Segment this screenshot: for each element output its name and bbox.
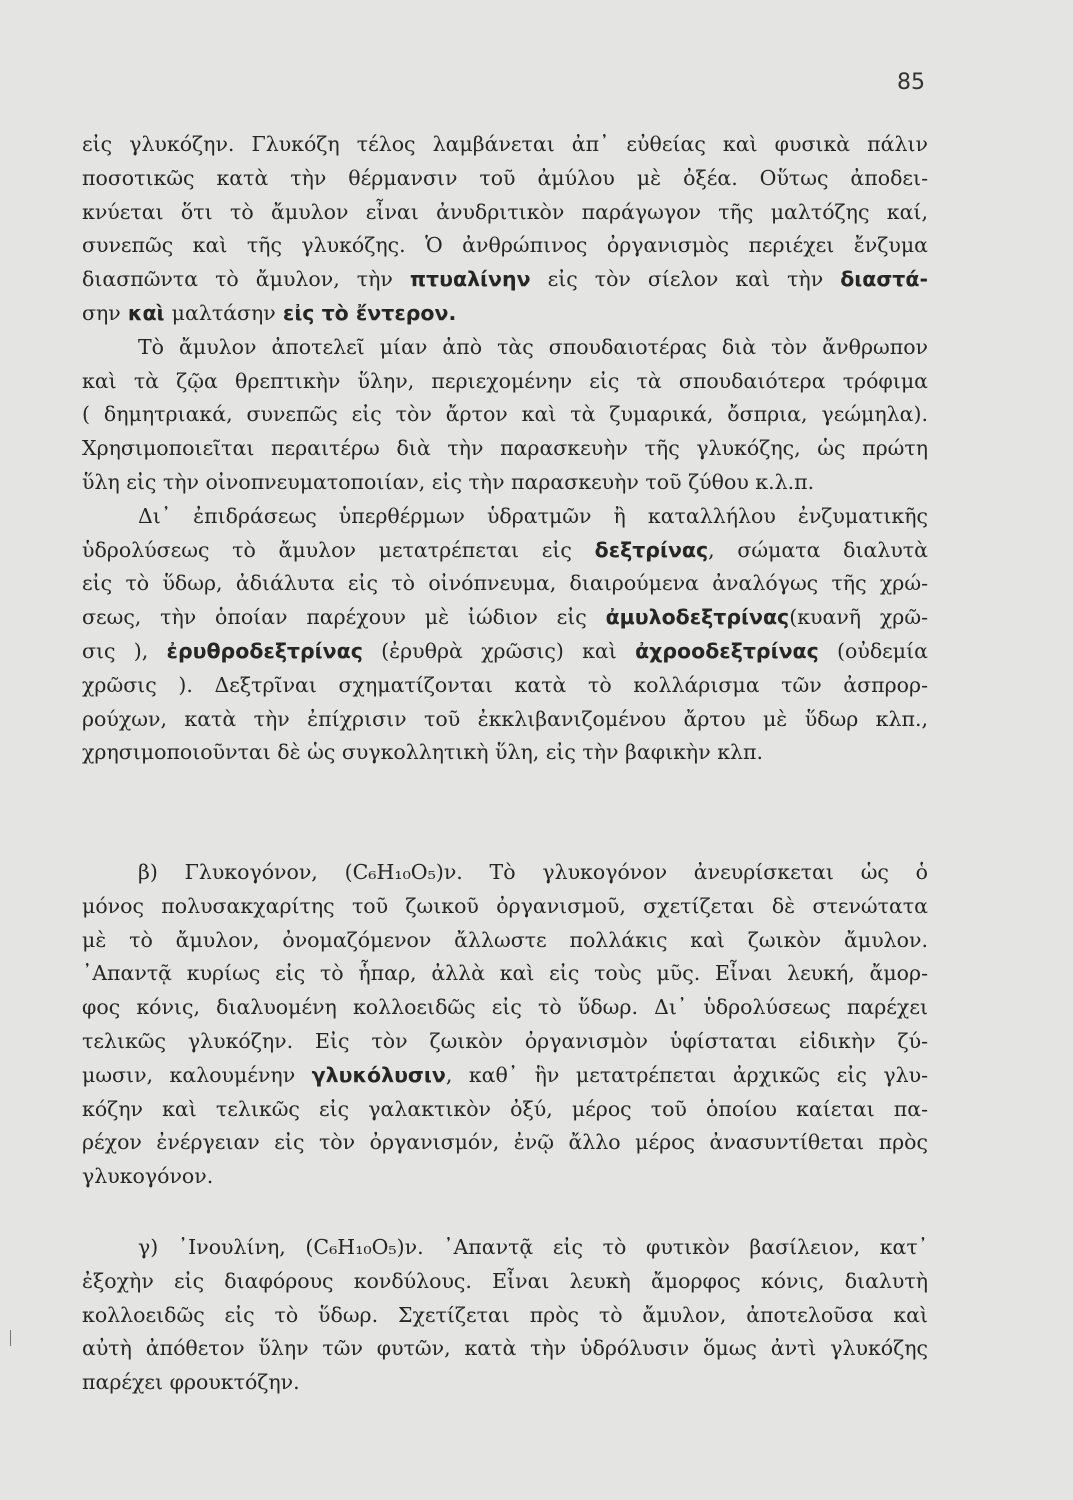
text-segment: διασπῶντα τὸ ἄμυλον, τὴν <box>82 267 410 292</box>
text-segment: κνύεται ὅτι τὸ ἄμυλον εἶναι ἀνυδριτικὸν παράγωγον τῆς μαλτόζης καί, <box>82 199 928 224</box>
text-line <box>82 432 928 466</box>
text-segment: γ) ᾿Ινουλίνη, (C₆H₁₀O₅)ν. ᾿Απαντᾷ εἰς τὸ φυτικὸν βασίλειον, κατ᾿ <box>138 1235 928 1259</box>
text-line <box>82 1093 928 1127</box>
bold-term: ἐρυθροδεξτρίνας <box>166 638 363 663</box>
text-line <box>82 1126 928 1160</box>
text-line <box>82 1059 928 1093</box>
text-line <box>82 635 928 669</box>
text-line <box>82 703 928 737</box>
text-line <box>82 466 928 500</box>
text-segment: β) Γλυκογόνον, (C₆H₁₀O₅)ν. Τὸ γλυκογόνον ἀνευρίσκεται ὡς ὁ <box>138 860 928 884</box>
text-segment: γλυκογόνον. <box>82 1164 214 1189</box>
text-segment: ὕλη εἰς τὴν οἰνοπνευματοποιίαν, εἰς τὴν παρασκευὴν τοῦ ζύθου κ.λ.π. <box>82 469 815 494</box>
text-segment: εἰς γλυκόζην. Γλυκόζη τέλος λαμβάνεται ἀπ᾿ εὐθείας καὶ φυσικὰ πάλιν <box>82 132 928 156</box>
bold-term: καὶ <box>120 300 172 325</box>
text-line <box>82 162 928 196</box>
text-line <box>82 991 928 1025</box>
text-segment: σεως, τὴν ὁποίαν παρέχουν μὲ ἰώδιον εἰς <box>82 605 606 630</box>
text-segment: Χρησιμοποιεῖται περαιτέρω διὰ τὴν παρασκευὴν τῆς γλυκόζης, ὡς πρώτη <box>82 436 928 461</box>
text-line <box>82 1160 928 1194</box>
text-segment: σην <box>82 300 121 325</box>
bold-term: ἀχροοδεξτρίνας <box>635 638 819 663</box>
text-line <box>82 567 928 601</box>
text-segment: μὲ τὸ ἄμυλον, ὀνομαζόμενον ἄλλωστε πολλάκις καὶ ζωικὸν ἄμυλον. <box>82 927 928 952</box>
paragraph-inulin <box>82 1231 928 1400</box>
paragraph-starch <box>82 128 928 770</box>
text-segment: (οὐδεμία <box>818 638 928 663</box>
text-line <box>82 534 928 568</box>
text-segment: , σώματα διαλυτὰ <box>708 537 928 562</box>
bold-term: γλυκόλυσιν <box>311 1062 446 1087</box>
text-segment: χρῶσις ). Δεξτρῖναι σχηματίζονται κατὰ τὸ κολλάρισμα τῶν ἀσπρορ- <box>82 672 928 697</box>
text-line <box>82 736 928 770</box>
margin-mark <box>10 1330 19 1346</box>
text-line <box>82 229 928 263</box>
text-segment: (κυανῆ χρῶ- <box>789 605 928 630</box>
text-line <box>82 1265 928 1299</box>
text-segment: ποσοτικῶς κατὰ τὴν θέρμανσιν τοῦ ἀμύλου μὲ ὀξέα. Οὕτως ἀποδει- <box>82 165 928 190</box>
text-segment: , καθ᾿ ἣν μετατρέπεται ἀρχικῶς εἰς γλυ- <box>445 1062 928 1087</box>
text-segment: καὶ τὰ ζῷα θρεπτικὴν ὕλην, περιεχομένην εἰς τὰ σπουδαιότερα τρόφιμα <box>82 368 928 393</box>
text-segment: εἰς τὸν σίελον καὶ τὴν <box>530 267 841 292</box>
text-line <box>82 669 928 703</box>
text-segment: Τὸ ἄμυλον ἀποτελεῖ μίαν ἀπὸ τὰς σπουδαιοτέρας διὰ τὸν ἄνθρωπον <box>138 334 928 359</box>
text-line <box>82 856 928 890</box>
text-line <box>82 601 928 635</box>
text-segment: φος κόνις, διαλυομένη κολλοειδῶς εἰς τὸ ὕδωρ. Δι᾿ ὑδρολύσεως παρέχει <box>82 995 928 1020</box>
paragraph-glycogen <box>82 856 928 1194</box>
text-segment: τελικῶς γλυκόζην. Εἰς τὸν ζωικὸν ὀργανισμὸν ὑφίσταται εἰδικὴν ζύ- <box>82 1028 928 1053</box>
text-segment: (ἐρυθρὰ χρῶσις) καὶ <box>362 638 636 663</box>
text-line <box>82 297 928 331</box>
text-line <box>82 196 928 230</box>
text-segment: κόζην καὶ τελικῶς εἰς γαλακτικὸν ὀξύ, μέρος τοῦ ὁποίου καίεται πα- <box>82 1096 928 1121</box>
text-line <box>82 957 928 991</box>
text-line <box>82 1366 928 1400</box>
text-line <box>82 331 928 365</box>
text-segment: σις ), <box>82 638 167 663</box>
text-segment: μαλτάσην <box>171 300 276 325</box>
text-segment: ᾿Απαντᾷ κυρίως εἰς τὸ ἧπαρ, ἀλλὰ καὶ εἰς τοὺς μῦς. Εἶναι λευκή, ἄμορ- <box>82 961 928 986</box>
text-line <box>82 1299 928 1333</box>
text-line <box>82 1025 928 1059</box>
text-segment: ( δημητριακά, συνεπῶς εἰς τὸν ἄρτον καὶ τὰ ζυμαρικά, ὄσπρια, γεώμηλα). <box>82 402 928 427</box>
text-line <box>82 1231 928 1265</box>
text-line <box>82 128 928 162</box>
text-segment: κολλοειδῶς εἰς τὸ ὕδωρ. Σχετίζεται πρὸς τὸ ἄμυλον, ἀποτελοῦσα καὶ <box>82 1302 928 1327</box>
bold-term: δεξτρίνας <box>594 537 709 562</box>
text-segment: ἐξοχὴν εἰς διαφόρους κονδύλους. Εἶναι λευκὴ ἄμορφος κόνις, διαλυτὴ <box>82 1268 928 1293</box>
text-segment: Δι᾿ ἐπιδράσεως ὑπερθέρμων ὑδρατμῶν ἢ καταλλήλου ἐνζυματικῆς <box>138 503 928 528</box>
text-segment: μόνος πολυσακχαρίτης τοῦ ζωικοῦ ὀργανισμοῦ, σχετίζεται δὲ στενώτατα <box>82 893 928 918</box>
text-segment: ρέχον ἐνέργειαν εἰς τὸν ὀργανισμόν, ἐνῷ ἄλλο μέρος ἀνασυντίθεται πρὸς <box>82 1130 928 1155</box>
bold-term: εἰς τὸ ἔντερον. <box>275 300 457 325</box>
text-segment: μωσιν, καλουμένην <box>82 1062 312 1087</box>
text-segment: αὐτὴ ἀπόθετον ὕλην τῶν φυτῶν, κατὰ τὴν ὑδρόλυσιν ὅμως ἀντὶ γλυκόζης <box>82 1336 928 1361</box>
text-segment: ὑδρολύσεως τὸ ἄμυλον μετατρέπεται εἰς <box>82 537 595 562</box>
text-line <box>82 365 928 399</box>
text-line <box>82 398 928 432</box>
text-segment: χρησιμοποιοῦνται δὲ ὡς συγκολλητικὴ ὕλη, εἰς τὴν βαφικὴν κλπ. <box>82 740 763 765</box>
text-segment: ρούχων, κατὰ τὴν ἐπίχρισιν τοῦ ἐκκλιβανιζομένου ἄρτου μὲ ὕδωρ κλπ., <box>82 706 928 731</box>
text-segment: συνεπῶς καὶ τῆς γλυκόζης. Ὁ ἀνθρώπινος ὀργανισμὸς περιέχει ἔνζυμα <box>82 233 928 258</box>
text-line <box>82 500 928 534</box>
text-segment: εἰς τὸ ὕδωρ, ἀδιάλυτα εἰς τὸ οἰνόπνευμα, διαιρούμενα ἀναλόγως τῆς χρώ- <box>82 571 928 596</box>
bold-term: διαστά- <box>840 267 928 292</box>
bold-term: πτυαλίνην <box>409 267 531 292</box>
text-line <box>82 890 928 924</box>
text-line <box>82 924 928 958</box>
bold-term: ἀμυλοδεξτρίνας <box>605 605 790 630</box>
text-line <box>82 1332 928 1366</box>
text-segment: παρέχει φρουκτόζην. <box>82 1370 300 1395</box>
page-number: 85 <box>897 70 925 95</box>
text-line <box>82 263 928 297</box>
